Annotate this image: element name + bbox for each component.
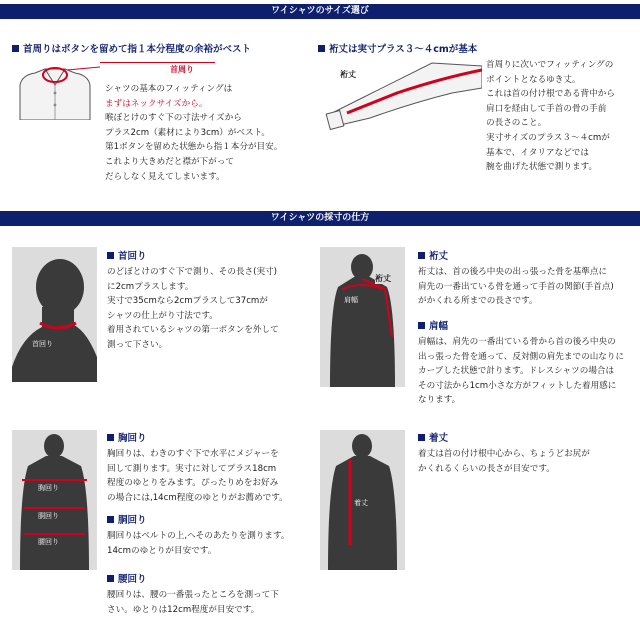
neck-callout-line bbox=[100, 62, 215, 63]
neck-measure-figure bbox=[12, 247, 97, 382]
chest-measure-figure bbox=[12, 430, 97, 570]
square-bullet-icon bbox=[418, 252, 425, 259]
shoulder-measure-text: 肩幅は、肩先の一番出ている骨から首の後ろ中央の 出っ張った骨を通って、反対側の肩先までの山なりに カーブした状態で計ります。ドレスシャツの場合は その寸法から1cm小さな方がフィットした着用感に なります。 bbox=[418, 337, 625, 406]
sleeve-size-text: 首周りに次いでフィッティングの ポイントとなるゆき丈。 これは首の付け根である背中から 肩口を経由して手首の骨の手前 の長さのこと。 実寸サイズのプラス３〜４cmが 基本で、イタリアなどでは 腕を曲げた状態で測ります。 bbox=[486, 60, 615, 173]
length-figure-label: 着丈 bbox=[354, 499, 368, 507]
shoulder-figure-label: 肩幅 bbox=[344, 296, 358, 304]
chest-figure-label: 胸回り bbox=[38, 484, 59, 492]
sleeve-measure-heading: 裄丈 bbox=[418, 248, 448, 262]
square-bullet-icon bbox=[12, 45, 19, 52]
sleeve-measure-figure bbox=[320, 247, 405, 387]
square-bullet-icon bbox=[418, 434, 425, 441]
sleeve-callout-label: 裄丈 bbox=[340, 70, 356, 79]
square-bullet-icon bbox=[318, 45, 325, 52]
square-bullet-icon bbox=[107, 575, 114, 582]
measure-section-title: ワイシャツの採寸の仕方 bbox=[0, 211, 640, 226]
neck-figure-label: 首回り bbox=[32, 340, 53, 348]
neck-callout-label: 首周り bbox=[170, 65, 194, 74]
sleeve-size-heading: 裄丈は実寸プラス３〜４cmが基本 bbox=[318, 41, 477, 55]
waist-figure-label: 胴回り bbox=[38, 512, 59, 520]
shoulder-measure-heading: 肩幅 bbox=[418, 318, 448, 332]
waist-measure-text: 胴回りはベルトの上,へそのあたりを測ります。 14cmのゆとりが目安です。 bbox=[107, 531, 290, 556]
length-measure-figure bbox=[320, 430, 405, 570]
length-measure-heading: 着丈 bbox=[418, 430, 448, 444]
waist-measure-heading: 胴回り bbox=[107, 512, 147, 526]
neck-size-text: シャツの基本のフィッティングは まずはネックサイズから。 喉ぼとけのすぐ下の寸法サイズから プラス2cm（素材により3cm）がベスト。 第1ボタンを留めた状態から指１本分が目安。 これより大きめだと襟が下がって だらしなく見えてしまいます。 bbox=[105, 84, 283, 182]
sleeve-measure-text: 裄丈は、首の後ろ中央の出っ張った骨を基準点に 肩先の一番出ている骨を通って手首の関節(手首点) がかくれる所までの長さです。 bbox=[418, 267, 614, 307]
neck-shirt-figure bbox=[10, 55, 100, 120]
neck-measure-heading: 首回り bbox=[107, 248, 147, 262]
chest-measure-heading: 胸回り bbox=[107, 430, 147, 444]
square-bullet-icon bbox=[107, 252, 114, 259]
hip-figure-label: 腰回り bbox=[38, 538, 59, 546]
size-section-title: ワイシャツのサイズ選び bbox=[0, 4, 640, 19]
neck-size-heading: 首周りはボタンを留めて指１本分程度の余裕がベスト bbox=[12, 41, 251, 55]
hip-measure-heading: 腰回り bbox=[107, 571, 147, 585]
neck-measure-text: のどぼとけのすぐ下で測り、その長さ(実寸) に2cmプラスします。 実寸で35cmなら2cmプラスして37cmが シャツの仕上がり寸法です。 着用されているシャツの第一ボタンを外して 測って下さい。 bbox=[107, 267, 279, 350]
hip-measure-text: 腰回りは、腰の一番張ったところを測って下 さい。ゆとりは12cm程度が目安です。 bbox=[107, 590, 279, 615]
square-bullet-icon bbox=[107, 516, 114, 523]
sleeve-figure-label: 裄丈 bbox=[375, 274, 391, 283]
square-bullet-icon bbox=[107, 434, 114, 441]
chest-measure-text: 胸回りは、わきのすぐ下で水平にメジャーを 回して測ります。実寸に対してプラス18cm 程度のゆとりをみます。ぴったりめをお好み の場合には,14cm程度のゆとりがお薦めです。 bbox=[107, 449, 288, 503]
square-bullet-icon bbox=[418, 322, 425, 329]
length-measure-text: 着丈は首の付け根中心から、ちょうどお尻が かくれるくらいの長さが目安です。 bbox=[418, 449, 590, 474]
